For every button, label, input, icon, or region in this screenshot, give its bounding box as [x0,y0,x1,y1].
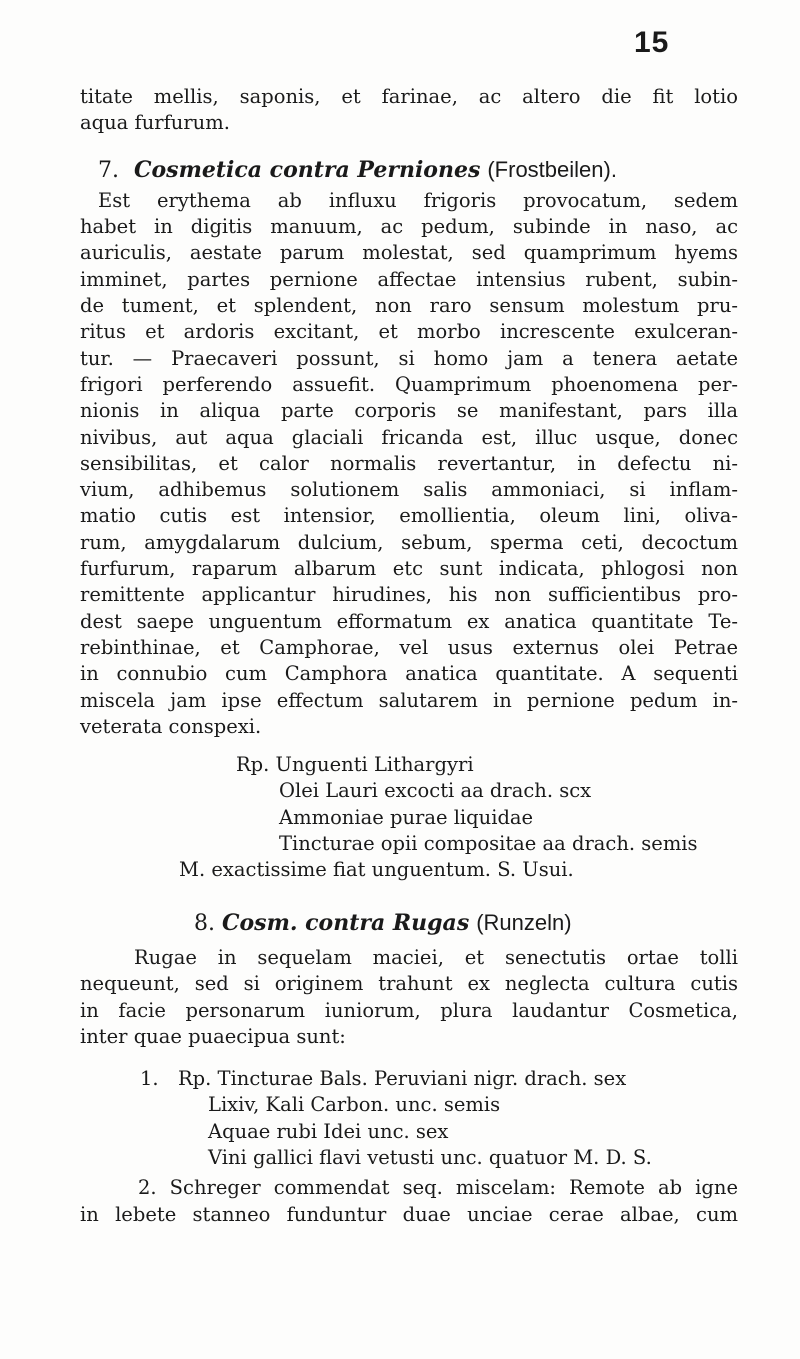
item-number: 1. [140,1067,159,1091]
text-line: inter quae puaecipua sunt: [80,1024,346,1048]
text-line: aqua furfurum. [80,111,230,135]
section-8-heading [80,910,738,937]
text-line: rebinthinae, et Camphorae, vel usus externus olei Petrae [80,635,738,659]
text-line: miscela jam ipse effectum salutarem in pernione pedum in- [80,688,738,712]
page-text [80,84,738,1228]
text-line: titate mellis, saponis, et farinae, ac altero die fit lotio [80,85,738,108]
text-line: imminet, partes pernione affectae intensius rubent, subin- [80,267,738,291]
section-title: Cosm. contra Rugas [222,909,470,936]
section-7-heading [80,157,738,184]
recipe-item-2 [80,1175,738,1228]
text-line: sensibilitas, et calor normalis revertantur, in defectu ni- [80,451,738,475]
section-8-paragraph [80,945,738,1050]
text-line: ritus et ardoris excitant, et morbo increscente exulceran- [80,320,738,344]
text-line: frigori perferendo assuefit. Quamprimum phoenomena per- [80,372,738,396]
text-line: dest saepe unguentum efformatum ex anatica quantitate Te- [80,609,738,633]
section-title: Cosmetica contra Perniones [134,156,481,183]
recipe-line: Tincturae opii compositae aa drach. semis [279,832,698,856]
text-line: matio cutis est intensior, emollientia, oleum lini, oliva- [80,504,738,528]
text-line: furfurum, raparum albarum etc sunt indicata, phlogosi non [80,557,738,581]
section-gloss: (Runzeln) [476,909,572,935]
page-number: 15 [634,26,670,59]
text-line: vium, adhibemus solutionem salis ammoniaci, si inflam- [80,478,738,502]
recipe-item-1 [80,1066,738,1171]
section-number: 8. [194,910,215,936]
text-line: Est erythema ab influxu frigoris provocatum, sedem [98,188,738,212]
text-line: in connubio cum Camphora anatica quantitate. A sequenti [80,662,738,686]
recipe-line: Ammoniae purae liquidae [279,805,534,829]
recipe-line: M. exactissime fiat unguentum. S. Usui. [179,858,574,882]
recipe-line: Aquae rubi Idei unc. sex [208,1119,449,1143]
text-line: de tument, et splendent, non raro sensum molestum pru- [80,294,738,318]
text-line: in lebete stanneo funduntur duae unciae cerae albae, cum [80,1202,738,1226]
text-line: nionis in aliqua parte corporis se manifestant, pars illa [80,399,738,423]
text-line: tur. — Praecaveri possunt, si homo jam a tenera aetate [80,346,738,370]
recipe-7 [80,752,738,883]
text-line: veterata conspexi. [80,714,262,738]
recipe-line: Rp. Unguenti Lithargyri [236,753,474,777]
text-line: 2. Schreger commendat seq. miscelam: Remote ab igne [138,1176,738,1200]
text-line: remittente applicantur hirudines, his non sufficientibus pro- [80,583,738,607]
recipe-line: Olei Lauri excocti aa drach. scx [279,779,592,803]
recipe-line [80,1066,738,1092]
text-line: nivibus, aut aqua glaciali fricanda est, illuc usque, donec [80,425,738,449]
text-line: in facie personarum iuniorum, plura laudantur Cosmetica, [80,998,738,1022]
section-gloss: (Frostbeilen). [487,156,617,182]
text-line: auriculis, aestate parum molestat, sed quamprimum hyems [80,241,738,265]
section-number: 7. [98,157,119,183]
recipe-line: Vini gallici flavi vetusti unc. quatuor M. D. S. [208,1145,652,1169]
text-line: habet in digitis manuum, ac pedum, subinde in naso, ac [80,215,738,239]
section-7-paragraph [80,188,738,740]
recipe-line-text: Rp. Tincturae Bals. Peruviani nigr. drach. sex [178,1067,627,1091]
text-line: nequeunt, sed si originem trahunt ex neglecta cultura cutis [80,972,738,996]
text-line: Rugae in sequelam maciei, et senectutis ortae tolli [134,945,738,969]
recipe-line: Lixiv, Kali Carbon. unc. semis [208,1093,501,1117]
text-line: rum, amygdalarum dulcium, sebum, sperma ceti, decoctum [80,530,738,554]
